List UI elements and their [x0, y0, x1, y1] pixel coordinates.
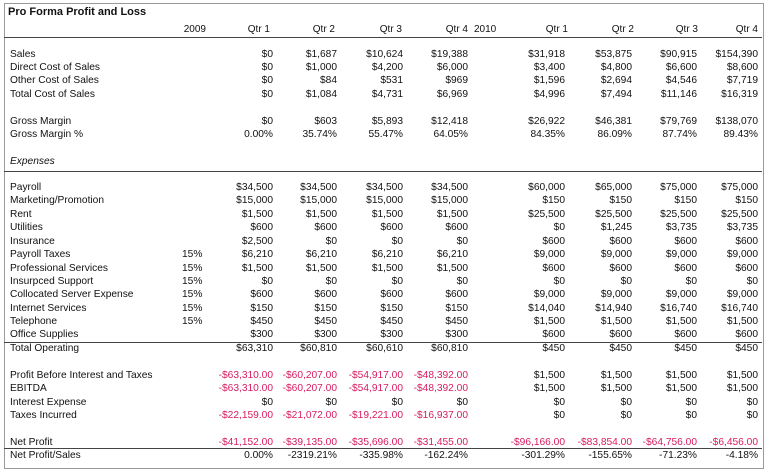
- cell[interactable]: $14,040: [528, 303, 565, 314]
- cell[interactable]: $3,735: [726, 222, 758, 233]
- cell[interactable]: $0: [553, 397, 565, 408]
- cell[interactable]: $9,000: [600, 249, 632, 260]
- cell[interactable]: $65,000: [595, 182, 632, 193]
- cell[interactable]: $600: [250, 222, 273, 233]
- cell[interactable]: $1,500: [726, 383, 758, 394]
- row-label: Utilities: [10, 222, 43, 233]
- cell[interactable]: -$22,159.00: [218, 410, 273, 421]
- cell[interactable]: $1,500: [533, 316, 565, 327]
- qtr3-2010-header: Qtr 3: [675, 24, 698, 35]
- cell[interactable]: $7,494: [600, 89, 632, 100]
- cell[interactable]: $25,500: [660, 209, 697, 220]
- qtr4-header: Qtr 4: [445, 24, 468, 35]
- cell[interactable]: 89.43%: [723, 129, 758, 140]
- row-label: Payroll Taxes: [10, 249, 71, 260]
- cell[interactable]: $150: [380, 303, 403, 314]
- table-row: [0, 208, 768, 221]
- row-label: Gross Margin: [10, 116, 72, 127]
- cell[interactable]: $6,210: [371, 249, 403, 260]
- cell[interactable]: $1,500: [726, 370, 758, 381]
- table-row: [0, 382, 768, 395]
- year-2009-header: 2009: [183, 24, 206, 35]
- cell[interactable]: -$83,854.00: [577, 437, 632, 448]
- table-row: [0, 288, 768, 301]
- cell[interactable]: $600: [674, 236, 697, 247]
- cell[interactable]: $0: [746, 410, 758, 421]
- cell[interactable]: $600: [609, 263, 632, 274]
- row-label: Net Profit/Sales: [10, 450, 81, 461]
- cell[interactable]: $19,388: [431, 49, 468, 60]
- cell[interactable]: $34,500: [300, 182, 337, 193]
- cell[interactable]: $4,200: [371, 62, 403, 73]
- cell[interactable]: $60,810: [300, 343, 337, 354]
- qtr1-2010-header: Qtr 1: [545, 24, 568, 35]
- cell[interactable]: $4,996: [533, 89, 565, 100]
- cell[interactable]: $1,245: [600, 222, 632, 233]
- cell[interactable]: $9,000: [533, 249, 565, 260]
- cell[interactable]: $603: [314, 116, 337, 127]
- qtr2-header: Qtr 2: [312, 24, 335, 35]
- cell[interactable]: $1,000: [305, 62, 337, 73]
- cell[interactable]: $0: [391, 397, 403, 408]
- cell[interactable]: -$41,152.00: [218, 437, 273, 448]
- table-row: [0, 275, 768, 288]
- header-divider: [4, 37, 762, 38]
- cell[interactable]: $1,500: [600, 370, 632, 381]
- cell[interactable]: $1,500: [371, 263, 403, 274]
- cell[interactable]: -4.18%: [725, 450, 758, 461]
- cell[interactable]: $31,918: [528, 49, 565, 60]
- row-label: Insurance: [10, 236, 55, 247]
- row-label: Direct Cost of Sales: [10, 62, 101, 73]
- cell[interactable]: -$60,207.00: [282, 370, 337, 381]
- cell[interactable]: $1,500: [600, 383, 632, 394]
- cell[interactable]: $34,500: [236, 182, 273, 193]
- cell[interactable]: 64.05%: [433, 129, 468, 140]
- cell[interactable]: $600: [735, 263, 758, 274]
- cell[interactable]: $600: [609, 329, 632, 340]
- cell[interactable]: $75,000: [660, 182, 697, 193]
- cell[interactable]: $1,500: [600, 316, 632, 327]
- cell[interactable]: $4,731: [371, 89, 403, 100]
- row-label: Collocated Server Expense: [10, 289, 134, 300]
- qtr1-header: Qtr 1: [247, 24, 270, 35]
- cell[interactable]: $8,600: [726, 62, 758, 73]
- cell[interactable]: $600: [250, 289, 273, 300]
- cell[interactable]: $15,000: [431, 195, 468, 206]
- cell[interactable]: $0: [261, 116, 273, 127]
- cell[interactable]: 87.74%: [662, 129, 697, 140]
- cell[interactable]: $2,500: [241, 236, 273, 247]
- expenses-section-label: Expenses: [10, 156, 55, 167]
- cell[interactable]: $16,740: [660, 303, 697, 314]
- cell[interactable]: $0: [325, 236, 337, 247]
- cell[interactable]: $11,146: [660, 89, 697, 100]
- cell[interactable]: $1,500: [665, 383, 697, 394]
- cell[interactable]: $9,000: [726, 289, 758, 300]
- row-label: EBITDA: [10, 383, 47, 394]
- cell[interactable]: $34,500: [431, 182, 468, 193]
- cell[interactable]: $450: [674, 343, 697, 354]
- table-row: [0, 128, 768, 141]
- cell[interactable]: $53,875: [595, 49, 632, 60]
- cell[interactable]: $969: [445, 75, 468, 86]
- cell[interactable]: $0: [553, 410, 565, 421]
- cell[interactable]: $0: [261, 89, 273, 100]
- cell[interactable]: $138,070: [715, 116, 758, 127]
- cell[interactable]: $0: [391, 236, 403, 247]
- cell[interactable]: $2,694: [600, 75, 632, 86]
- cell[interactable]: $150: [609, 195, 632, 206]
- row-label: Rent: [10, 209, 32, 220]
- cell[interactable]: $150: [445, 303, 468, 314]
- cell[interactable]: -$54,917.00: [348, 383, 403, 394]
- cell[interactable]: $0: [456, 276, 468, 287]
- cell[interactable]: $0: [261, 49, 273, 60]
- table-row: [0, 369, 768, 382]
- cell[interactable]: $90,915: [660, 49, 697, 60]
- table-row: [0, 409, 768, 422]
- cell[interactable]: 35.74%: [302, 129, 337, 140]
- cell[interactable]: $600: [674, 329, 697, 340]
- cell[interactable]: -2319.21%: [287, 450, 337, 461]
- row-label: Professional Services: [10, 263, 108, 274]
- row-label: Total Operating: [10, 343, 80, 354]
- table-row: [0, 88, 768, 101]
- row-label: Gross Margin %: [10, 129, 84, 140]
- cell[interactable]: $34,500: [366, 182, 403, 193]
- cell[interactable]: -$39,135.00: [282, 437, 337, 448]
- cell[interactable]: $450: [609, 343, 632, 354]
- cell[interactable]: -$21,072.00: [282, 410, 337, 421]
- cell[interactable]: $9,000: [726, 249, 758, 260]
- cell[interactable]: $6,210: [305, 249, 337, 260]
- cell[interactable]: $10,624: [366, 49, 403, 60]
- cell[interactable]: $4,800: [600, 62, 632, 73]
- cell[interactable]: -155.65%: [588, 450, 632, 461]
- cell[interactable]: $6,969: [436, 89, 468, 100]
- cell[interactable]: $450: [735, 343, 758, 354]
- cell[interactable]: -$19,221.00: [348, 410, 403, 421]
- row-label: Sales: [10, 49, 36, 60]
- cell[interactable]: $5,893: [371, 116, 403, 127]
- cell[interactable]: $0: [456, 236, 468, 247]
- cell[interactable]: $0: [620, 397, 632, 408]
- cell[interactable]: $14,940: [595, 303, 632, 314]
- year-2010-header: 2010: [474, 24, 497, 35]
- cell[interactable]: $150: [542, 195, 565, 206]
- qtr2-2010-header: Qtr 2: [611, 24, 634, 35]
- cell[interactable]: $450: [380, 316, 403, 327]
- cell[interactable]: $600: [735, 236, 758, 247]
- cell[interactable]: $0: [553, 276, 565, 287]
- cell[interactable]: -$63,310.00: [218, 383, 273, 394]
- row-percent: 15%: [182, 316, 203, 327]
- cell[interactable]: $150: [674, 195, 697, 206]
- cell[interactable]: $600: [735, 329, 758, 340]
- table-row: [0, 74, 768, 87]
- row-label: Office Supplies: [10, 329, 79, 340]
- cell[interactable]: $600: [542, 236, 565, 247]
- cell[interactable]: $60,000: [528, 182, 565, 193]
- cell[interactable]: $1,500: [305, 263, 337, 274]
- cell[interactable]: $75,000: [721, 182, 758, 193]
- row-label: Other Cost of Sales: [10, 75, 99, 86]
- table-row: [0, 315, 768, 328]
- table-row: [0, 235, 768, 248]
- cell[interactable]: $150: [314, 303, 337, 314]
- table-row: [0, 328, 768, 341]
- row-label: Net Profit: [10, 437, 53, 448]
- cell[interactable]: $0: [261, 276, 273, 287]
- cell[interactable]: -162.24%: [424, 450, 468, 461]
- cell[interactable]: $60,810: [431, 343, 468, 354]
- cell[interactable]: $1,500: [371, 209, 403, 220]
- row-percent: 15%: [182, 263, 203, 274]
- cell[interactable]: $0: [391, 276, 403, 287]
- row-label: Interest Expense: [10, 397, 87, 408]
- cell[interactable]: $0: [325, 276, 337, 287]
- row-label: Payroll: [10, 182, 42, 193]
- cell[interactable]: $600: [542, 263, 565, 274]
- table-row: [0, 115, 768, 128]
- cell[interactable]: $6,000: [436, 62, 468, 73]
- row-label: Internet Services: [10, 303, 87, 314]
- cell[interactable]: $3,400: [533, 62, 565, 73]
- cell[interactable]: $600: [314, 289, 337, 300]
- cell[interactable]: $154,390: [715, 49, 758, 60]
- cell[interactable]: -$54,917.00: [348, 370, 403, 381]
- cell[interactable]: -335.98%: [359, 450, 403, 461]
- cell[interactable]: $600: [314, 222, 337, 233]
- cell[interactable]: $0: [746, 276, 758, 287]
- table-row: [0, 48, 768, 61]
- table-row: [0, 262, 768, 275]
- cell[interactable]: $450: [314, 316, 337, 327]
- cell[interactable]: $450: [250, 316, 273, 327]
- table-row: [0, 302, 768, 315]
- cell[interactable]: -$35,696.00: [348, 437, 403, 448]
- cell[interactable]: $600: [380, 289, 403, 300]
- table-row: [0, 342, 768, 355]
- cell[interactable]: $9,000: [665, 249, 697, 260]
- cell[interactable]: $300: [314, 329, 337, 340]
- table-row: [0, 248, 768, 261]
- table-row: [0, 181, 768, 194]
- cell[interactable]: -$6,456.00: [709, 437, 758, 448]
- cell[interactable]: -$96,166.00: [510, 437, 565, 448]
- row-percent: 15%: [182, 276, 203, 287]
- row-label: Taxes Incurred: [10, 410, 77, 421]
- cell[interactable]: $0: [456, 397, 468, 408]
- table-row: [0, 436, 768, 449]
- cell[interactable]: $300: [250, 329, 273, 340]
- cell[interactable]: $4,546: [665, 75, 697, 86]
- cell[interactable]: $0: [325, 397, 337, 408]
- cell[interactable]: $3,735: [665, 222, 697, 233]
- cell[interactable]: $600: [445, 222, 468, 233]
- expenses-divider: [4, 171, 762, 172]
- cell[interactable]: -$60,207.00: [282, 383, 337, 394]
- cell[interactable]: $0: [261, 62, 273, 73]
- cell[interactable]: $1,500: [436, 209, 468, 220]
- cell[interactable]: $531: [380, 75, 403, 86]
- cell[interactable]: $150: [735, 195, 758, 206]
- cell[interactable]: $600: [445, 289, 468, 300]
- cell[interactable]: 86.09%: [597, 129, 632, 140]
- row-percent: 15%: [182, 249, 203, 260]
- cell[interactable]: $9,000: [533, 289, 565, 300]
- cell[interactable]: $1,687: [305, 49, 337, 60]
- cell[interactable]: $1,500: [533, 383, 565, 394]
- table-row: [0, 449, 768, 462]
- qtr3-header: Qtr 3: [379, 24, 402, 35]
- row-percent: 15%: [182, 303, 203, 314]
- cell[interactable]: -301.29%: [521, 450, 565, 461]
- cell[interactable]: $0: [685, 410, 697, 421]
- cell[interactable]: $26,922: [528, 116, 565, 127]
- cell[interactable]: $0: [553, 222, 565, 233]
- cell[interactable]: $1,500: [241, 209, 273, 220]
- cell[interactable]: $25,500: [595, 209, 632, 220]
- cell[interactable]: $25,500: [528, 209, 565, 220]
- cell[interactable]: $0: [261, 397, 273, 408]
- cell[interactable]: $6,210: [436, 249, 468, 260]
- cell[interactable]: $15,000: [366, 195, 403, 206]
- cell[interactable]: -$48,392.00: [413, 370, 468, 381]
- cell[interactable]: $0: [620, 276, 632, 287]
- cell[interactable]: $9,000: [665, 289, 697, 300]
- cell[interactable]: $16,740: [721, 303, 758, 314]
- cell[interactable]: $1,500: [436, 263, 468, 274]
- cell[interactable]: $600: [674, 263, 697, 274]
- sheet-title: Pro Forma Profit and Loss: [8, 6, 147, 18]
- cell[interactable]: $15,000: [236, 195, 273, 206]
- cell[interactable]: $1,596: [533, 75, 565, 86]
- cell[interactable]: $1,500: [665, 316, 697, 327]
- table-row: [0, 221, 768, 234]
- cell[interactable]: $1,500: [665, 370, 697, 381]
- cell[interactable]: $1,500: [726, 316, 758, 327]
- cell[interactable]: $6,210: [241, 249, 273, 260]
- row-label: Profit Before Interest and Taxes: [10, 370, 153, 381]
- cell[interactable]: $84: [320, 75, 337, 86]
- cell[interactable]: $12,418: [431, 116, 468, 127]
- cell[interactable]: 0.00%: [244, 450, 273, 461]
- row-label: Insurpced Support: [10, 276, 94, 287]
- table-row: [0, 396, 768, 409]
- cell[interactable]: 0.00%: [244, 129, 273, 140]
- cell[interactable]: 84.35%: [530, 129, 565, 140]
- cell[interactable]: $46,381: [595, 116, 632, 127]
- cell[interactable]: -$48,392.00: [413, 383, 468, 394]
- cell[interactable]: $300: [380, 329, 403, 340]
- cell[interactable]: $1,500: [305, 209, 337, 220]
- cell[interactable]: -71.23%: [659, 450, 697, 461]
- cell[interactable]: $16,319: [721, 89, 758, 100]
- table-row: [0, 61, 768, 74]
- cell[interactable]: -$63,310.00: [218, 370, 273, 381]
- cell[interactable]: $0: [685, 397, 697, 408]
- row-label: Telephone: [10, 316, 58, 327]
- row-percent: 15%: [182, 289, 203, 300]
- cell[interactable]: $450: [445, 316, 468, 327]
- cell[interactable]: $1,500: [533, 370, 565, 381]
- cell[interactable]: 55.47%: [368, 129, 403, 140]
- cell[interactable]: $450: [542, 343, 565, 354]
- cell[interactable]: $7,719: [726, 75, 758, 86]
- qtr4-2010-header: Qtr 4: [735, 24, 758, 35]
- cell[interactable]: -$16,937.00: [413, 410, 468, 421]
- cell[interactable]: $79,769: [660, 116, 697, 127]
- cell[interactable]: $600: [542, 329, 565, 340]
- cell[interactable]: -$31,455.00: [413, 437, 468, 448]
- cell[interactable]: $1,500: [241, 263, 273, 274]
- cell[interactable]: -$64,756.00: [642, 437, 697, 448]
- cell[interactable]: $9,000: [600, 289, 632, 300]
- cell[interactable]: $0: [261, 75, 273, 86]
- cell[interactable]: $6,600: [665, 62, 697, 73]
- cell[interactable]: $60,610: [366, 343, 403, 354]
- cell[interactable]: $150: [250, 303, 273, 314]
- cell[interactable]: $600: [609, 236, 632, 247]
- cell[interactable]: $600: [380, 222, 403, 233]
- cell[interactable]: $0: [620, 410, 632, 421]
- row-label: Total Cost of Sales: [10, 89, 95, 100]
- cell[interactable]: $25,500: [721, 209, 758, 220]
- row-label: Marketing/Promotion: [10, 195, 104, 206]
- cell[interactable]: $1,084: [305, 89, 337, 100]
- cell[interactable]: $0: [746, 397, 758, 408]
- cell[interactable]: $63,310: [236, 343, 273, 354]
- table-row: [0, 194, 768, 207]
- cell[interactable]: $0: [685, 276, 697, 287]
- cell[interactable]: $300: [445, 329, 468, 340]
- cell[interactable]: $15,000: [300, 195, 337, 206]
